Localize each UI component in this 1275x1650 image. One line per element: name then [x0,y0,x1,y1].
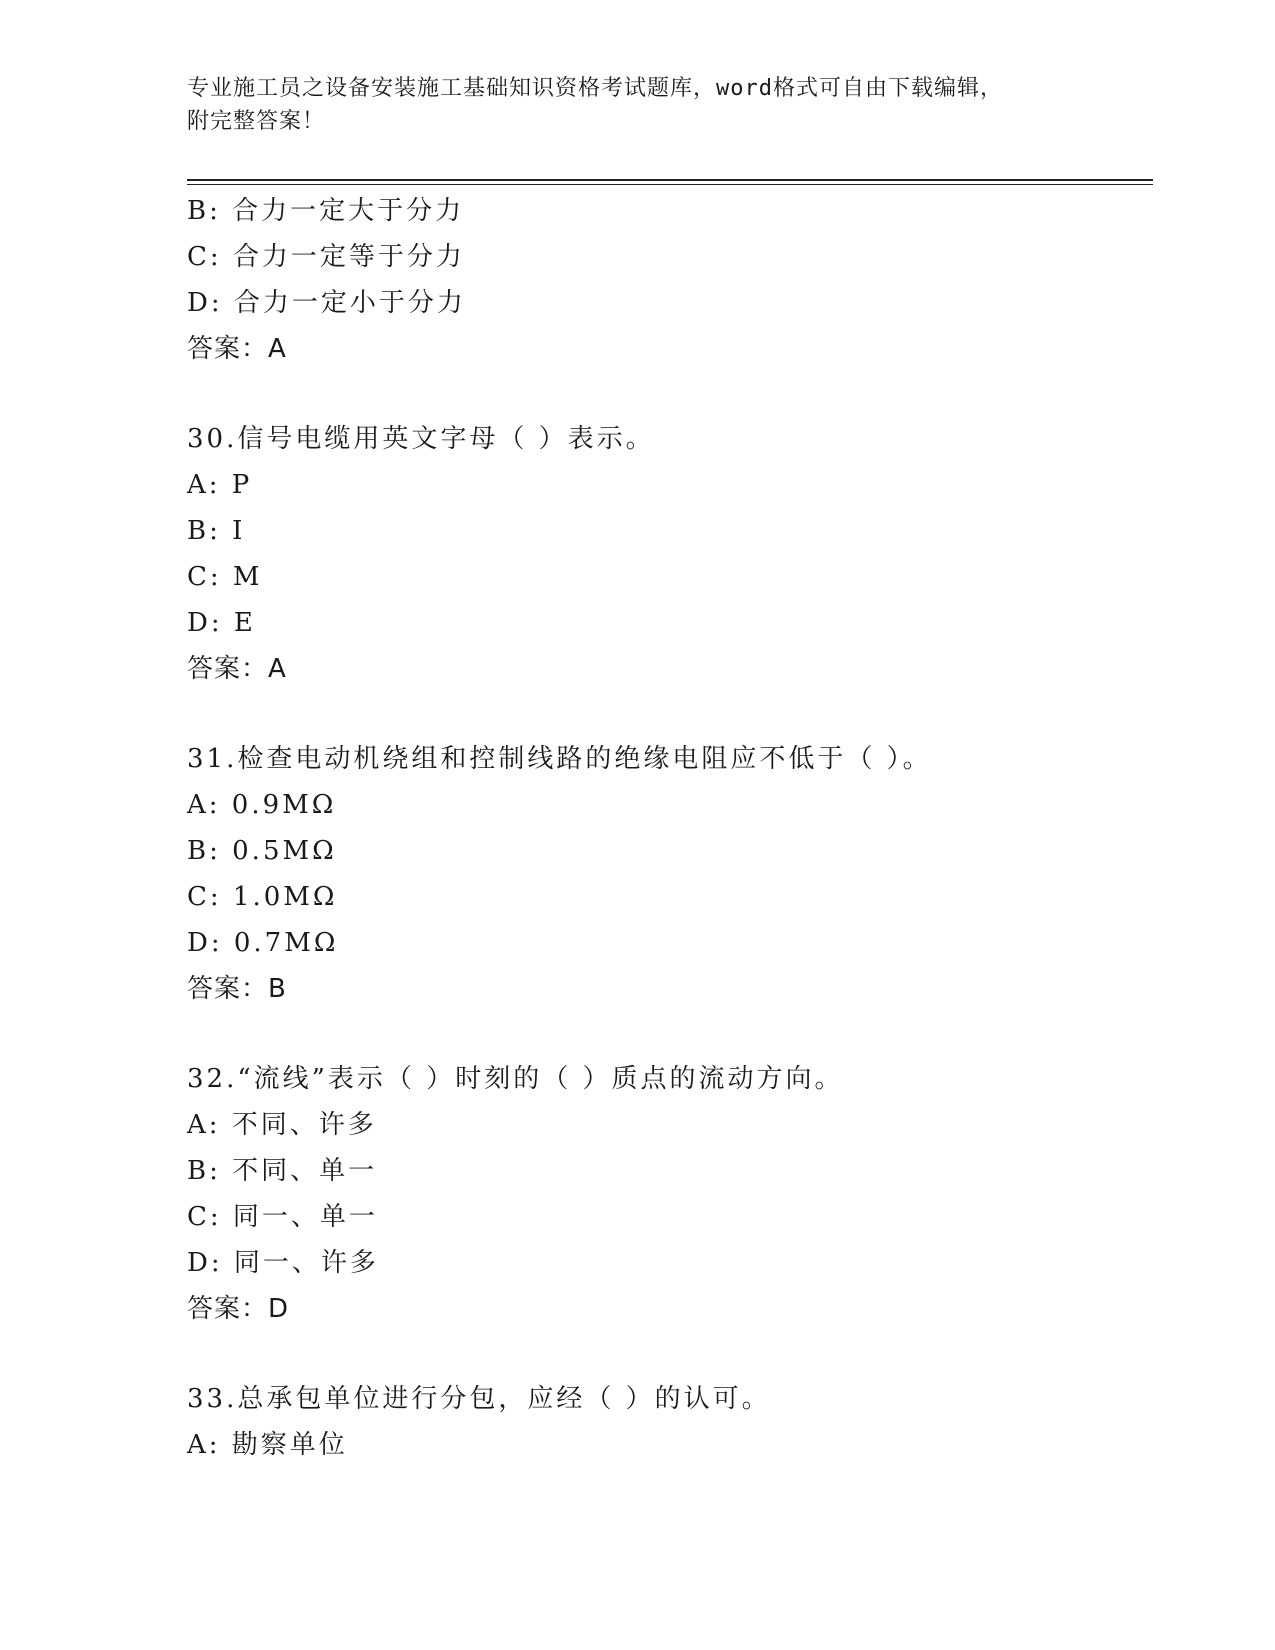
document-header [187,72,1087,138]
header-divider-thin [187,184,1153,185]
question-33 [187,1376,1147,1468]
header-title-line-2: 附完整答案！ [187,109,326,134]
option-c: C: 1.0MΩ [187,882,338,912]
option-a: A: 0.9MΩ [187,790,337,820]
header-title-line-1: 专业施工员之设备安装施工基础知识资格考试题库，word格式可自由下载编辑， [187,76,1003,101]
question-30 [187,416,1147,692]
question-stem: 33.总承包单位进行分包，应经（ ）的认可。 [187,1384,771,1414]
question-stem: 30.信号电缆用英文字母（ ）表示。 [187,424,655,454]
question-31 [187,736,1147,1012]
option-a: A: 不同、许多 [187,1110,377,1140]
question-stem: 31.检查电动机绕组和控制线路的绝缘电阻应不低于（ ）。 [187,744,932,774]
option-b: B: 0.5MΩ [187,836,337,866]
option-d: D: 合力一定小于分力 [187,288,466,318]
question-spacer [187,1332,1147,1376]
question-29-continued [187,188,1147,372]
option-a: A: 勘察单位 [187,1430,348,1460]
option-c: C: M [187,562,263,592]
question-stem: 32.“流线”表示（ ）时刻的（ ）质点的流动方向。 [187,1064,844,1094]
header-divider-thick [187,179,1153,181]
question-spacer [187,692,1147,736]
answer-line: 答案：A [187,334,287,364]
option-b: B: I [187,516,246,546]
question-list [187,188,1147,1468]
option-d: D: E [187,608,256,638]
option-a: A: P [187,470,253,500]
answer-line: 答案：D [187,1294,290,1324]
option-c: C: 合力一定等于分力 [187,242,465,272]
question-spacer [187,1012,1147,1056]
question-32 [187,1056,1147,1332]
answer-line: 答案：A [187,654,287,684]
option-c: C: 同一、单一 [187,1202,378,1232]
option-d: D: 0.7MΩ [187,928,339,958]
option-b: B: 合力一定大于分力 [187,196,465,226]
answer-line: 答案：B [187,974,287,1004]
question-spacer [187,372,1147,416]
option-b: B: 不同、单一 [187,1156,378,1186]
option-d: D: 同一、许多 [187,1248,379,1278]
